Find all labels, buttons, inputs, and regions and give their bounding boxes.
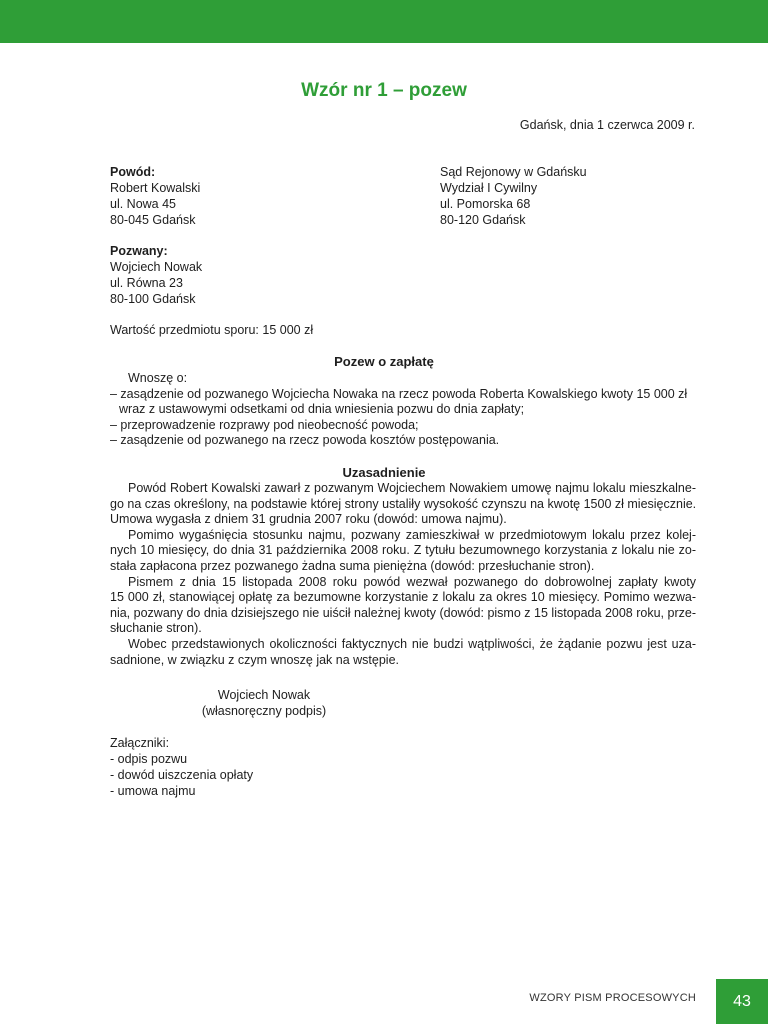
attachment-item: - odpis pozwu bbox=[110, 752, 188, 766]
court-block bbox=[440, 164, 587, 228]
defendant-street: ul. Równa 23 bbox=[110, 276, 183, 290]
lawsuit-item-2: – przeprowadzenie rozprawy pod nieobecność powoda; bbox=[110, 417, 419, 432]
plaintiff-block bbox=[110, 164, 200, 228]
lawsuit-item-3: – zasądzenie od pozwanego na rzecz powoda kosztów postępowania. bbox=[110, 433, 500, 448]
plaintiff-street: ul. Nowa 45 bbox=[110, 197, 177, 211]
para-3-line-1: Pismem z dnia 15 listopada 2008 roku powód wezwał pozwanego do dobrowolnej zapłaty kwoty bbox=[128, 574, 696, 589]
signature-name: Wojciech Nowak bbox=[217, 688, 311, 702]
attachments-label: Załączniki: bbox=[110, 736, 170, 750]
attachment-item: - dowód uiszczenia opłaty bbox=[110, 768, 254, 782]
defendant-name: Wojciech Nowak bbox=[110, 260, 203, 274]
para-3-line-2: 15 000 zł, stanowiącej opłatę za bezumowne korzystanie z lokalu za okres 10 miesięcy. Pomimo wezwa- bbox=[110, 590, 696, 605]
para-1-line-3: Umowa wygasła z dniem 31 grudnia 2007 roku (dowód: umowa najmu). bbox=[110, 512, 507, 527]
para-3-line-3: nia, pozwany do dnia dzisiejszego nie uiścił należnej kwoty (dowód: pismo z 15 listopada 2008 roku, prze- bbox=[110, 605, 696, 620]
para-2-line-2: nych 10 miesięcy, do dnia 31 października 2008 roku. Z tytułu bezumownego korzystania z lokalu nie zo- bbox=[110, 543, 696, 558]
para-1-line-1: Powód Robert Kowalski zawarł z pozwanym Wojciechem Nowakiem umowę najmu lokalu mieszkalne- bbox=[128, 481, 696, 495]
para-4-line-2: sadnione, w związku z czym wnoszę jak na wstępie. bbox=[110, 652, 400, 667]
attachments-block bbox=[110, 735, 253, 799]
attachment-item: - umowa najmu bbox=[110, 784, 196, 798]
claim-value: Wartość przedmiotu sporu: 15 000 zł bbox=[110, 323, 314, 337]
top-green-band bbox=[0, 0, 768, 43]
para-1-line-2: go na czas określony, na podstawie której strony ustaliły wysokość czynszu na kwotę 1500 zł miesięcznie. bbox=[110, 496, 697, 511]
court-street: ul. Pomorska 68 bbox=[440, 197, 531, 211]
lawsuit-item-1-cont: wraz z ustawowymi odsetkami od dnia wniesienia pozwu do dnia zapłaty; bbox=[119, 402, 525, 417]
footer-section-title: WZORY PISM PROCESOWYCH bbox=[529, 992, 696, 1004]
para-2-line-1: Pomimo wygaśnięcia stosunku najmu, pozwany zamieszkiwał w przedmiotowym lokalu przez kolej- bbox=[128, 527, 696, 542]
court-city: 80-120 Gdańsk bbox=[440, 213, 526, 227]
defendant-block bbox=[110, 243, 202, 307]
court-division: Wydział I Cywilny bbox=[440, 181, 538, 195]
plaintiff-label: Powód: bbox=[110, 165, 156, 179]
lawsuit-heading: Pozew o zapłatę bbox=[334, 354, 434, 369]
defendant-city: 80-100 Gdańsk bbox=[110, 292, 196, 306]
para-4-line-1: Wobec przedstawionych okoliczności faktycznych nie budzi wątpliwości, że żądanie pozwu jest uza- bbox=[128, 636, 696, 651]
court-name: Sąd Rejonowy w Gdańsku bbox=[440, 165, 587, 179]
lawsuit-intro: Wnoszę o: bbox=[128, 371, 188, 385]
document-title: Wzór nr 1 – pozew bbox=[301, 80, 467, 101]
plaintiff-name: Robert Kowalski bbox=[110, 181, 201, 195]
plaintiff-city: 80-045 Gdańsk bbox=[110, 213, 196, 227]
justification-heading: Uzasadnienie bbox=[342, 465, 426, 480]
signature-note: (własnoręczny podpis) bbox=[201, 704, 327, 718]
para-2-line-3: stała zapłacona przez pozwanego żadna suma pieniężna (dowód: przesłuchanie stron). bbox=[110, 558, 595, 573]
para-3-line-4: słuchanie stron). bbox=[110, 621, 202, 636]
document-date: Gdańsk, dnia 1 czerwca 2009 r. bbox=[519, 118, 695, 132]
signature-block bbox=[0, 687, 768, 719]
page-number: 43 bbox=[716, 979, 768, 1024]
lawsuit-body bbox=[110, 371, 696, 449]
defendant-label: Pozwany: bbox=[110, 244, 168, 258]
lawsuit-item-1: – zasądzenie od pozwanego Wojciecha Nowaka na rzecz powoda Roberta Kowalskiego kwoty 15 000 zł bbox=[110, 386, 688, 401]
justification-body bbox=[110, 481, 696, 668]
